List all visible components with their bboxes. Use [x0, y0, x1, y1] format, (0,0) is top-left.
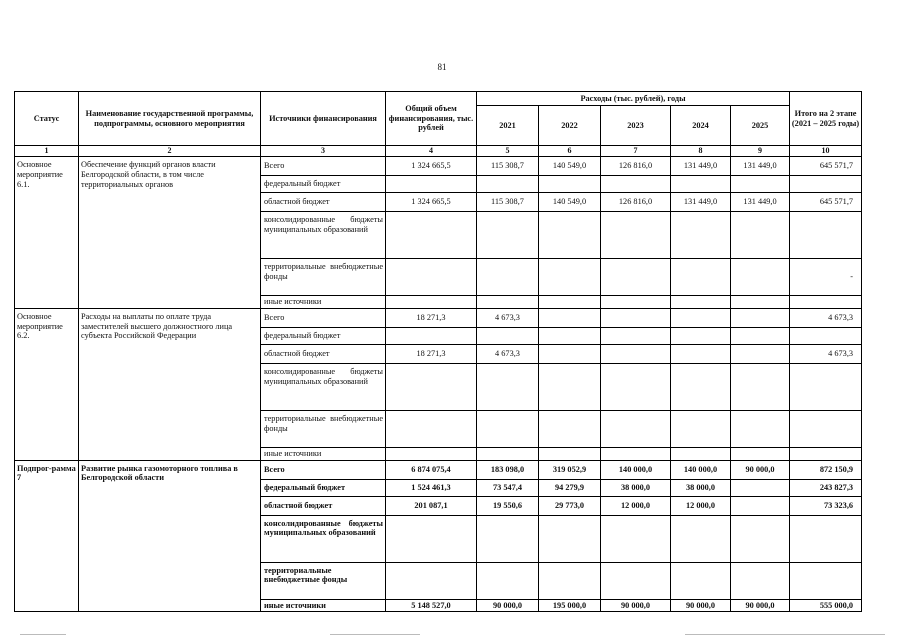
stage-total-cell: 73 323,6 [790, 496, 862, 515]
row-name: Расходы на выплаты по оплате труда заместителей высшего должностного лица субъекта Российской Федерации [79, 308, 261, 460]
header-stage-total: Итого на 2 этапе (2021 – 2025 годы) [790, 92, 862, 146]
funding-source: областной бюджет [261, 344, 386, 363]
year-amount-cell: 90 000,0 [671, 599, 731, 612]
funding-source: консолидированные бюджеты муниципальных образований [261, 212, 386, 259]
year-amount-cell: 131 449,0 [671, 157, 731, 176]
year-amount-cell: 12 000,0 [671, 496, 731, 515]
year-amount-cell: 94 279,9 [539, 479, 601, 496]
year-amount-cell [731, 496, 790, 515]
funding-source: иные источники [261, 599, 386, 612]
year-amount-cell: 73 547,4 [477, 479, 539, 496]
year-amount-cell [601, 259, 671, 296]
year-amount-cell [539, 447, 601, 460]
year-amount-cell [601, 176, 671, 193]
year-amount-cell: 195 000,0 [539, 599, 601, 612]
year-amount-cell [601, 562, 671, 599]
year-amount-cell [539, 176, 601, 193]
funding-source: консолидированные бюджеты муниципальных образований [261, 515, 386, 562]
total-funding-cell [386, 562, 477, 599]
year-amount-cell [477, 259, 539, 296]
year-amount-cell: 131 449,0 [731, 193, 790, 212]
funding-source: областной бюджет [261, 193, 386, 212]
year-amount-cell [539, 212, 601, 259]
total-funding-cell [386, 515, 477, 562]
year-amount-cell [731, 515, 790, 562]
year-amount-cell [539, 363, 601, 410]
year-amount-cell [671, 327, 731, 344]
funding-source: федеральный бюджет [261, 176, 386, 193]
year-amount-cell [731, 562, 790, 599]
year-amount-cell [539, 296, 601, 309]
year-amount-cell [601, 296, 671, 309]
column-number: 9 [731, 146, 790, 157]
funding-source: федеральный бюджет [261, 479, 386, 496]
year-amount-cell: 4 673,3 [477, 308, 539, 327]
year-amount-cell [731, 327, 790, 344]
year-amount-cell [731, 479, 790, 496]
funding-source: Всего [261, 460, 386, 479]
year-amount-cell: 140 549,0 [539, 193, 601, 212]
year-amount-cell: 90 000,0 [731, 599, 790, 612]
total-funding-cell: 5 148 527,0 [386, 599, 477, 612]
year-amount-cell: 90 000,0 [601, 599, 671, 612]
year-amount-cell: 131 449,0 [731, 157, 790, 176]
year-amount-cell [731, 410, 790, 447]
year-amount-cell: 319 052,9 [539, 460, 601, 479]
row-name: Обеспечение функций органов власти Белгородской области, в том числе территориальных органов [79, 157, 261, 309]
total-funding-cell: 201 087,1 [386, 496, 477, 515]
column-number: 2 [79, 146, 261, 157]
year-amount-cell [731, 308, 790, 327]
row-name: Развитие рынка газомоторного топлива в Белгородской области [79, 460, 261, 612]
total-funding-cell [386, 363, 477, 410]
funding-source: Всего [261, 308, 386, 327]
total-funding-cell: 1 324 665,5 [386, 157, 477, 176]
year-amount-cell [477, 212, 539, 259]
stage-total-cell: 555 000,0 [790, 599, 862, 612]
total-funding-cell [386, 259, 477, 296]
year-amount-cell: 19 550,6 [477, 496, 539, 515]
stage-total-cell [790, 410, 862, 447]
year-amount-cell: 90 000,0 [731, 460, 790, 479]
table-row [15, 157, 862, 176]
column-number: 4 [386, 146, 477, 157]
year-amount-cell [601, 515, 671, 562]
total-funding-cell: 18 271,3 [386, 344, 477, 363]
year-amount-cell [601, 363, 671, 410]
year-amount-cell [601, 327, 671, 344]
stage-total-cell [790, 212, 862, 259]
year-amount-cell [731, 447, 790, 460]
column-number-row [15, 146, 862, 157]
stage-total-cell [790, 447, 862, 460]
year-amount-cell [539, 308, 601, 327]
table-row [15, 308, 862, 327]
stage-total-cell: 243 827,3 [790, 479, 862, 496]
year-amount-cell: 183 098,0 [477, 460, 539, 479]
stage-total-cell [790, 515, 862, 562]
stage-total-cell: 4 673,3 [790, 308, 862, 327]
header-sources: Источники финансирования [261, 92, 386, 146]
year-amount-cell [671, 562, 731, 599]
year-amount-cell: 140 549,0 [539, 157, 601, 176]
year-amount-cell [477, 363, 539, 410]
year-amount-cell [477, 296, 539, 309]
year-amount-cell: 29 773,0 [539, 496, 601, 515]
year-amount-cell [671, 515, 731, 562]
year-amount-cell [671, 447, 731, 460]
year-amount-cell: 12 000,0 [601, 496, 671, 515]
header-year-2022: 2022 [539, 106, 601, 146]
column-number: 5 [477, 146, 539, 157]
year-amount-cell [671, 308, 731, 327]
total-funding-cell [386, 410, 477, 447]
year-amount-cell [477, 410, 539, 447]
funding-table [14, 91, 862, 612]
row-status: Подпрог-рамма 7 [15, 460, 79, 612]
table-body [15, 157, 862, 612]
stage-total-cell [790, 562, 862, 599]
column-number: 7 [601, 146, 671, 157]
table-row [15, 460, 862, 479]
scan-edge-mark [330, 634, 420, 635]
total-funding-cell: 18 271,3 [386, 308, 477, 327]
year-amount-cell [671, 259, 731, 296]
year-amount-cell [731, 344, 790, 363]
total-funding-cell [386, 327, 477, 344]
header-year-2025: 2025 [731, 106, 790, 146]
year-amount-cell: 90 000,0 [477, 599, 539, 612]
funding-source: территориальные внебюджетные фонды [261, 562, 386, 599]
total-funding-cell [386, 296, 477, 309]
year-amount-cell [539, 410, 601, 447]
header-year-2024: 2024 [671, 106, 731, 146]
row-status: Основное мероприятие 6.1. [15, 157, 79, 309]
stage-total-cell: 645 571,7 [790, 193, 862, 212]
header-total-volume: Общий объем финансирования, тыс. рублей [386, 92, 477, 146]
year-amount-cell [601, 410, 671, 447]
funding-source: иные источники [261, 296, 386, 309]
header-status: Статус [15, 92, 79, 146]
year-amount-cell [731, 259, 790, 296]
scan-edge-mark [685, 634, 885, 635]
total-funding-cell: 6 874 075,4 [386, 460, 477, 479]
year-amount-cell [671, 296, 731, 309]
column-number: 3 [261, 146, 386, 157]
header-year-2023: 2023 [601, 106, 671, 146]
year-amount-cell [477, 176, 539, 193]
scan-edge-mark [20, 634, 66, 635]
stage-total-cell: 872 150,9 [790, 460, 862, 479]
year-amount-cell [671, 176, 731, 193]
total-funding-cell: 1 524 461,3 [386, 479, 477, 496]
year-amount-cell [539, 344, 601, 363]
funding-source: территориальные внебюджетные фонды [261, 259, 386, 296]
year-amount-cell: 115 308,7 [477, 193, 539, 212]
stage-total-cell: - [790, 259, 862, 296]
funding-source: федеральный бюджет [261, 327, 386, 344]
year-amount-cell [671, 212, 731, 259]
year-amount-cell [731, 176, 790, 193]
year-amount-cell [539, 259, 601, 296]
year-amount-cell: 38 000,0 [671, 479, 731, 496]
row-status: Основное мероприятие 6.2. [15, 308, 79, 460]
year-amount-cell [671, 410, 731, 447]
year-amount-cell: 4 673,3 [477, 344, 539, 363]
year-amount-cell: 126 816,0 [601, 193, 671, 212]
column-number: 1 [15, 146, 79, 157]
year-amount-cell: 115 308,7 [477, 157, 539, 176]
year-amount-cell: 126 816,0 [601, 157, 671, 176]
stage-total-cell [790, 176, 862, 193]
funding-source: Всего [261, 157, 386, 176]
column-number: 8 [671, 146, 731, 157]
total-funding-cell: 1 324 665,5 [386, 193, 477, 212]
year-amount-cell [671, 344, 731, 363]
year-amount-cell [477, 515, 539, 562]
funding-source: консолидированные бюджеты муниципальных образований [261, 363, 386, 410]
funding-source: иные источники [261, 447, 386, 460]
column-number: 10 [790, 146, 862, 157]
header-name: Наименование государственной программы, подпрограммы, основного мероприятия [79, 92, 261, 146]
funding-source: областной бюджет [261, 496, 386, 515]
year-amount-cell [731, 212, 790, 259]
year-amount-cell [731, 363, 790, 410]
year-amount-cell [601, 344, 671, 363]
page-number: 81 [437, 62, 447, 72]
total-funding-cell [386, 176, 477, 193]
stage-total-cell [790, 327, 862, 344]
stage-total-cell: 4 673,3 [790, 344, 862, 363]
year-amount-cell [601, 308, 671, 327]
year-amount-cell [601, 212, 671, 259]
year-amount-cell [539, 562, 601, 599]
year-amount-cell [477, 447, 539, 460]
year-amount-cell [477, 327, 539, 344]
year-amount-cell [539, 327, 601, 344]
year-amount-cell [731, 296, 790, 309]
year-amount-cell [539, 515, 601, 562]
year-amount-cell [477, 562, 539, 599]
header-expenses-group: Расходы (тыс. рублей), годы [477, 92, 790, 106]
header-year-2021: 2021 [477, 106, 539, 146]
year-amount-cell: 140 000,0 [671, 460, 731, 479]
funding-source: территориальные внебюджетные фонды [261, 410, 386, 447]
total-funding-cell [386, 447, 477, 460]
stage-total-cell: 645 571,7 [790, 157, 862, 176]
year-amount-cell [671, 363, 731, 410]
year-amount-cell: 131 449,0 [671, 193, 731, 212]
stage-total-cell [790, 296, 862, 309]
year-amount-cell: 38 000,0 [601, 479, 671, 496]
column-number: 6 [539, 146, 601, 157]
year-amount-cell: 140 000,0 [601, 460, 671, 479]
total-funding-cell [386, 212, 477, 259]
year-amount-cell [601, 447, 671, 460]
stage-total-cell [790, 363, 862, 410]
